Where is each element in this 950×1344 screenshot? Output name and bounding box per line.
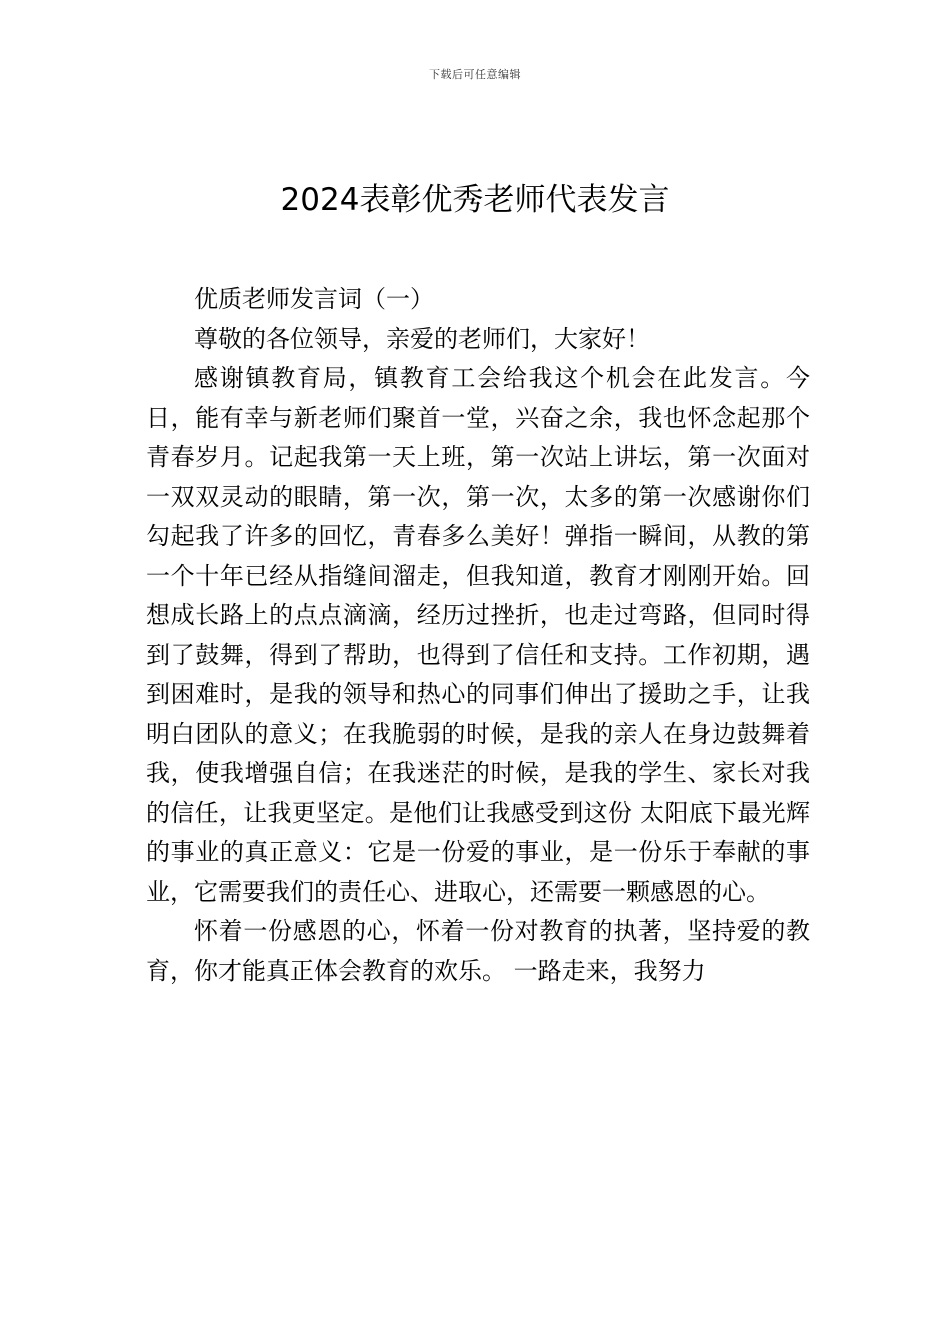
document-body [146, 280, 810, 991]
header-note: 下载后可任意编辑 [429, 68, 521, 81]
document-title: 2024表彰优秀老师代表发言 [280, 182, 670, 218]
paragraph-subtitle: 优质老师发言词（一） [194, 285, 434, 313]
paragraph-greeting: 尊敬的各位领导，亲爱的老师们，大家好！ [194, 324, 650, 353]
paragraph-body-2: 怀着一份感恩的心，怀着一份对教育的执著，坚持爱的教育，你才能真正体会教育的欢乐。 一路走来，我努力 [146, 917, 810, 985]
paragraph-body-1: 感谢镇教育局，镇教育工会给我这个机会在此发言。今日，能有幸与新老师们聚首一堂，兴奋之余，我也怀念起那个青春岁月。记起我第一天上班，第一次站上讲坛，第一次面对一双双灵动的眼睛，第一次，第一次，太多的第一次感谢你们勾起我了许多的回忆，青春多么美好！弹指一瞬间，从教的第一个十年已经从指缝间溜走，但我知道，教育才刚刚开始。回想成长路上的点点滴滴，经历过挫折，也走过弯路，但同时得到了鼓舞，得到了帮助，也得到了信任和支持。工作初期，遇到困难时，是我的领导和热心的同事们伸出了援助之手，让我明白团队的意义；在我脆弱的时候，是我的亲人在身边鼓舞着我，使我增强自信；在我迷茫的时候，是我的学生、家长对我的信任，让我更坚定。是他们让我感受到这份 太阳底下最光辉的事业的真正意义：它是一份爱的事业，是一份乐于奉献的事业，它需要我们的责任心、进取心，还需要一颗感恩的心。 [146, 364, 810, 906]
